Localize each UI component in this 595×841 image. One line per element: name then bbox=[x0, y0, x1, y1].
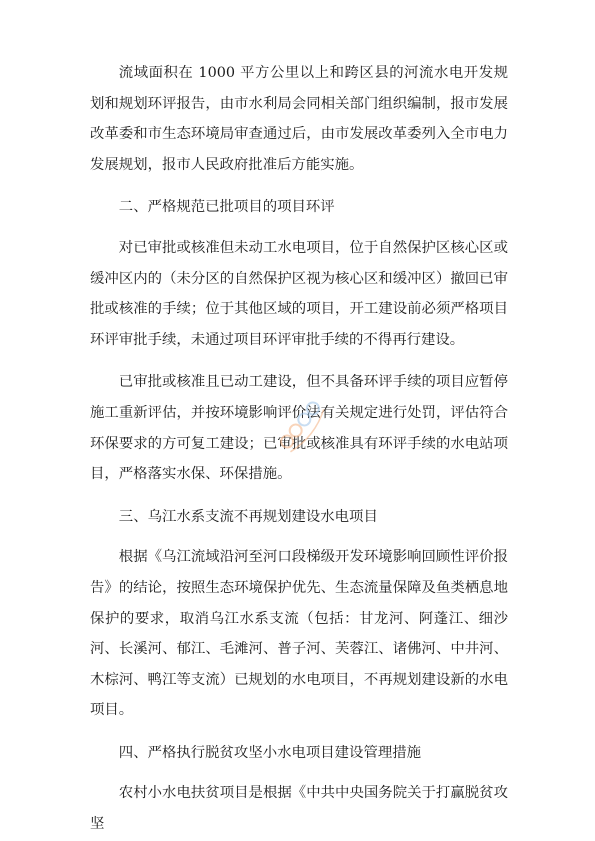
document-body bbox=[90, 58, 508, 840]
section-heading-3: 三、乌江水系支流不再规划建设水电项目 bbox=[118, 508, 378, 525]
paragraph-river-planning: 流域面积在 1000 平方公里以上和跨区县的河流水电开发规划和规划环评报告，由市水利局会同相关部门组织编制，报市发展改革委和市生态环境局审查通过后，由市发展改革委列入全市电力发展规划，报市人民政府批准后方能实施。 bbox=[90, 65, 508, 173]
paragraph-poverty-hydro: 农村小水电扶贫项目是根据《中共中央国务院关于打赢脱贫攻坚 bbox=[90, 785, 508, 833]
paragraph-approved-built: 已审批或核准且已动工建设，但不具备环评手续的项目应暂停施工重新评估，并按环境影响评价法有关规定进行处罚，评估符合环保要求的方可复工建设；已审批或核准具有环评手续的水电站项目，严格落实水保、环保措施。 bbox=[90, 374, 508, 483]
section-heading-2: 二、严格规范已批项目的项目环评 bbox=[118, 199, 335, 216]
section-heading-4: 四、严格执行脱贫攻坚小水电项目建设管理措施 bbox=[118, 744, 422, 761]
paragraph-approved-unbuilt: 对已审批或核准但未动工水电项目，位于自然保护区核心区或缓冲区内的（未分区的自然保护区视为核心区和缓冲区）撤回已审批或核准的手续；位于其他区域的项目，开工建设前必须严格项目环评审批手续，未通过项目环评审批手续的不得再行建设。 bbox=[90, 239, 508, 348]
paragraph-wujiang-tributaries: 根据《乌江流域沿河至河口段梯级开发环境影响回顾性评价报告》的结论，按照生态环境保护优先、生态流量保障及鱼类栖息地保护的要求，取消乌江水系支流（包括：甘龙河、阿蓬江、细沙河、长溪河、郁江、毛滩河、普子河、芙蓉江、诸佛河、中井河、木棕河、鸭江等支流）已规划的水电项目，不再规划建设新的水电项目。 bbox=[90, 549, 508, 719]
